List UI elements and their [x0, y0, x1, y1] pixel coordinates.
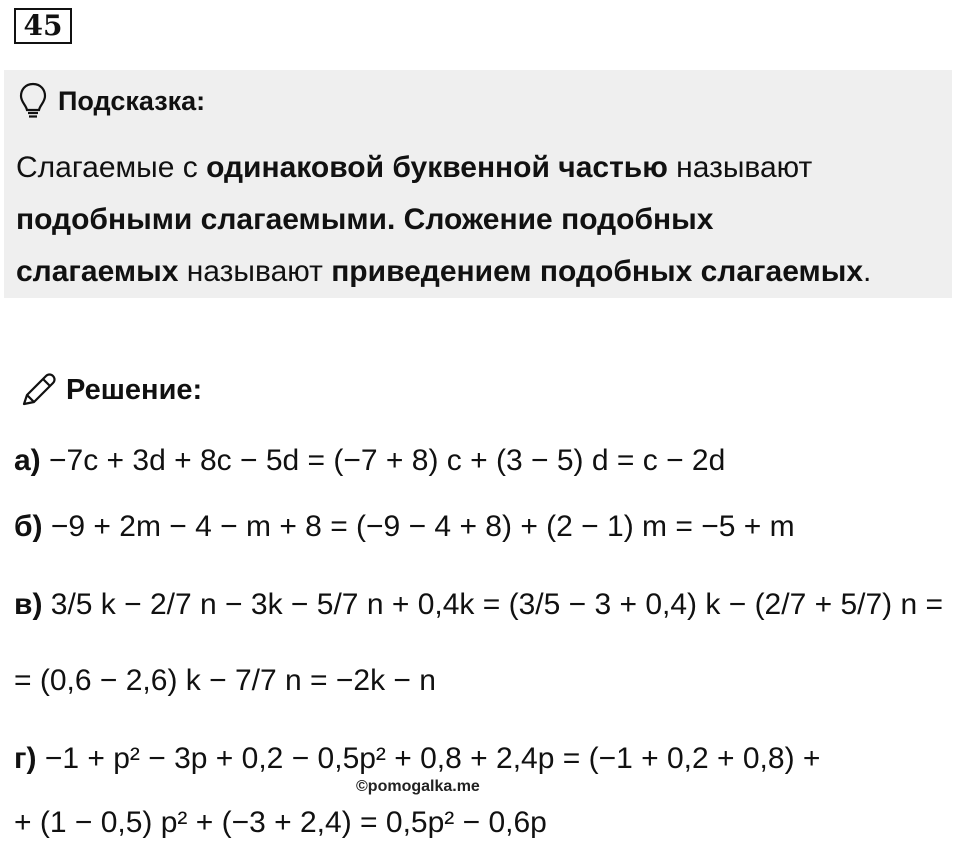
solution-line-v [14, 588, 943, 622]
line-expression: −9 + 2m − 4 − m + 8 = (−9 − 4 + 8) + (2 − 1) m = −5 + m [42, 510, 795, 543]
hint-box [4, 70, 952, 298]
line-label: в) [14, 588, 43, 621]
hint-segment: называют [667, 151, 813, 184]
line-label: г) [14, 742, 37, 775]
solution-line-b [14, 510, 795, 544]
pencil-icon [18, 370, 58, 410]
solution-line-a [14, 444, 725, 478]
hint-title: Подсказка: [58, 85, 206, 116]
line-expression: −7c + 3d + 8c − 5d = (−7 + 8) c + (3 − 5) d = c − 2d [40, 444, 726, 477]
hint-header [18, 82, 205, 120]
line-expression: −1 + p² − 3p + 0,2 − 0,5p² + 0,8 + 2,4p = (−1 + 0,2 + 0,8) + [36, 742, 821, 775]
line-label: б) [14, 510, 43, 543]
lightbulb-icon [18, 82, 48, 120]
line-expression: + (1 − 0,5) p² + (−3 + 2,4) = 0,5p² − 0,6p [14, 806, 547, 839]
line-expression: 3/5 k − 2/7 n − 3k − 5/7 n + 0,4k = (3/5 − 3 + 0,4) k − (2/7 + 5/7) n = [42, 588, 944, 621]
solution-line-g-cont [14, 806, 547, 840]
task-number: 45 [14, 8, 72, 44]
hint-line-3 [16, 246, 946, 298]
solution-header [18, 370, 202, 410]
line-label: а) [14, 444, 41, 477]
hint-segment: . [863, 255, 872, 288]
hint-segment: называют [178, 255, 332, 288]
line-expression: = (0,6 − 2,6) k − 7/7 n = −2k − n [14, 664, 436, 697]
hint-line-1 [16, 142, 946, 194]
solution-line-v-cont [14, 664, 436, 698]
hint-segment: Слагаемые с [16, 151, 207, 184]
hint-text [16, 142, 946, 298]
solution-title: Решение: [66, 373, 203, 406]
solution-line-g [14, 742, 820, 776]
hint-segment: подобными слагаемыми. Сложение подобных [16, 203, 714, 236]
hint-segment: одинаковой буквенной частью [206, 151, 668, 184]
hint-line-2 [16, 194, 946, 246]
watermark: ©pomogalka.me [356, 778, 480, 795]
hint-segment: слагаемых [16, 255, 179, 288]
hint-segment: приведением подобных слагаемых [331, 255, 864, 288]
